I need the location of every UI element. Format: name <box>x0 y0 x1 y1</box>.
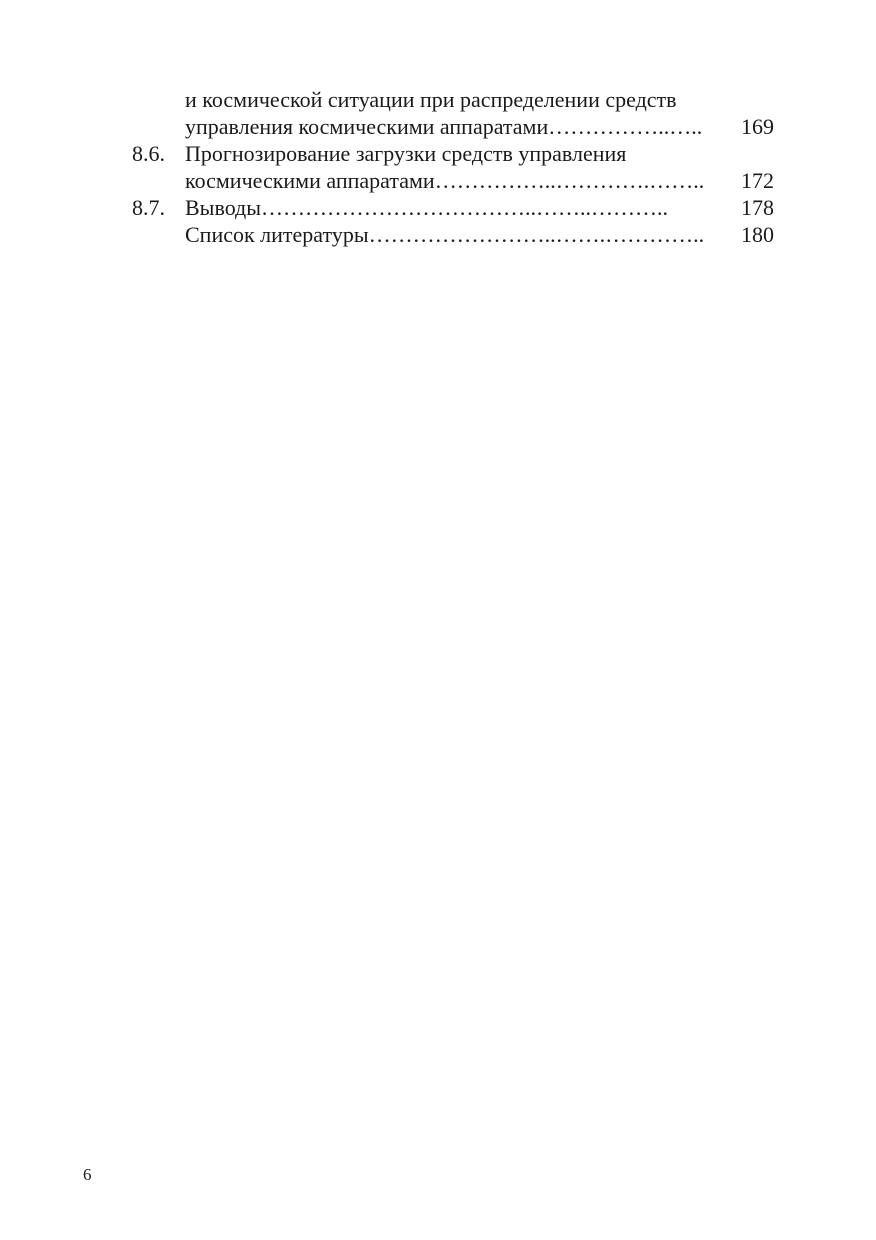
toc-page-number: 169 <box>741 114 774 139</box>
toc-page-number: 178 <box>741 195 774 220</box>
toc-page-number: 180 <box>741 222 774 247</box>
toc-entry-label: Список литературы <box>185 222 369 247</box>
table-of-contents <box>132 86 774 248</box>
toc-entry-169 <box>132 113 774 140</box>
toc-dot-leader: ……………………..…….………….. <box>368 222 705 247</box>
page-number-footer: 6 <box>83 1165 92 1184</box>
toc-entry-8-6-line1 <box>132 140 774 167</box>
toc-entry-8-6-line2 <box>132 167 774 194</box>
toc-entry-8-6-row <box>185 167 774 194</box>
toc-entry-references <box>132 221 774 248</box>
toc-dot-leader: ……………..………….…….. <box>434 168 705 193</box>
toc-entry-label: космическими аппаратами <box>185 168 435 193</box>
toc-line-continuation <box>132 86 774 113</box>
toc-entry-label: Выводы <box>185 195 262 220</box>
toc-entry-169-row <box>185 113 774 140</box>
toc-dot-leader: ………………………………..……..……….. <box>261 195 669 220</box>
toc-dot-leader: ……………..….. <box>548 114 703 139</box>
toc-entry-label: управления космическими аппаратами <box>185 114 549 139</box>
toc-entry-title: Прогнозирование загрузки средств управления <box>185 141 627 166</box>
toc-entry-8-7-row <box>185 194 774 221</box>
toc-section-number: 8.7. <box>132 195 165 220</box>
toc-continuation-text: и космической ситуации при распределении средств <box>185 87 677 112</box>
toc-page-number: 172 <box>741 168 774 193</box>
toc-section-number: 8.6. <box>132 141 165 166</box>
toc-entry-references-row <box>185 221 774 248</box>
toc-entry-8-7 <box>132 194 774 221</box>
